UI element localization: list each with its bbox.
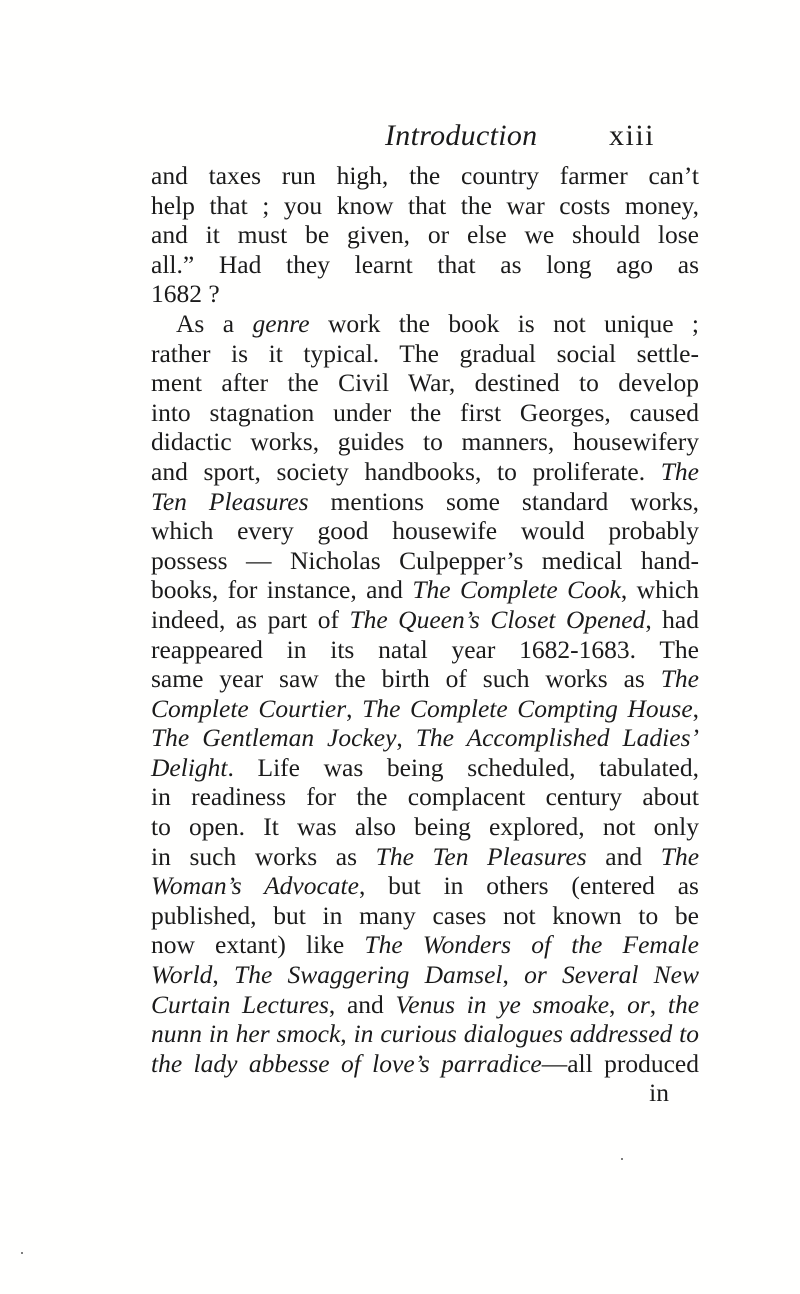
text-segment: rather is it typical. The gradual social settle- — [151, 338, 699, 368]
text-line — [151, 368, 699, 398]
text-segment: , — [609, 989, 628, 1019]
text-segment: same year saw the birth of such works as — [151, 664, 661, 694]
text-segment: now extant) like — [151, 930, 365, 960]
italic-text-segment: Curtain Lectures — [151, 989, 329, 1019]
text-line — [151, 871, 699, 901]
text-segment: mentions some standard works, — [308, 486, 699, 516]
text-line — [151, 457, 699, 487]
text-line — [151, 901, 699, 931]
italic-text-segment: in curious dialogues addressed to — [353, 1019, 700, 1049]
text-segment: , — [396, 723, 416, 753]
text-line — [151, 723, 699, 753]
italic-text-segment: The Complete Cook — [412, 575, 621, 605]
text-segment: . Life was being scheduled, tabulated, — [227, 752, 699, 782]
text-line — [151, 812, 699, 842]
page-number: xiii — [608, 119, 655, 152]
italic-text-segment: World — [151, 960, 213, 990]
text-segment: ment after the Civil War, destined to develop — [151, 368, 699, 398]
text-segment: and sport, society handbooks, to proliferate. — [151, 456, 661, 486]
text-segment: —all produced — [541, 1048, 699, 1078]
italic-text-segment: The — [660, 456, 699, 486]
text-segment: , — [340, 1019, 354, 1049]
text-segment: , — [692, 693, 700, 723]
text-segment: , which — [620, 575, 699, 605]
body-text — [151, 161, 699, 1108]
italic-text-segment: The Swaggering Damsel — [234, 960, 503, 990]
text-segment: As a — [176, 308, 253, 338]
text-segment: in readiness for the complacent century about — [151, 782, 699, 812]
italic-text-segment: or — [627, 989, 650, 1019]
italic-text-segment: The Complete Compting House — [362, 693, 693, 723]
running-title: Introduction — [385, 119, 538, 152]
text-segment: reappeared in its natal year 1682-1683. The — [151, 634, 699, 664]
italic-text-segment: Woman’s Advocate — [151, 871, 359, 901]
text-segment: 1682 ? — [151, 279, 220, 309]
text-segment: in — [649, 1078, 669, 1108]
text-line — [151, 487, 699, 517]
paper-speck — [21, 1252, 23, 1254]
italic-text-segment: The Accomplished Ladies’ — [415, 723, 699, 753]
text-segment: , — [649, 989, 668, 1019]
paper-speck — [621, 1158, 623, 1160]
text-line — [151, 339, 699, 369]
text-line — [151, 250, 699, 280]
text-segment: and — [586, 841, 661, 871]
text-line — [151, 605, 699, 635]
italic-text-segment: The Gentleman Jockey — [151, 723, 397, 753]
italic-text-segment: Ten Pleasures — [151, 486, 309, 516]
text-line — [151, 220, 699, 250]
text-line — [151, 1049, 699, 1079]
italic-text-segment: The Queen’s Closet Opened — [349, 604, 646, 634]
text-line — [151, 191, 699, 221]
text-segment: to open. It was also being explored, not only — [151, 812, 699, 842]
text-segment: , had — [645, 604, 699, 634]
text-line — [151, 1078, 699, 1108]
text-segment: and taxes run high, the country farmer can’t — [151, 161, 699, 190]
text-segment: , and — [328, 989, 396, 1019]
text-line — [151, 782, 699, 812]
italic-text-segment: Delight — [151, 752, 228, 782]
text-line — [151, 930, 699, 960]
text-line — [151, 309, 699, 339]
text-line — [151, 161, 699, 191]
text-line — [151, 279, 699, 309]
text-line — [151, 575, 699, 605]
text-segment: which every good housewife would probably — [151, 516, 699, 546]
italic-text-segment: Venus in ye smoake — [395, 989, 610, 1019]
italic-text-segment: The Wonders of the Female — [364, 930, 699, 960]
text-segment: , but in others (entered as — [358, 871, 699, 901]
italic-text-segment: The — [660, 664, 699, 694]
text-line — [151, 398, 699, 428]
text-segment: help that ; you know that the war costs money, — [151, 190, 699, 220]
text-line — [151, 694, 699, 724]
text-segment: books, for instance, and — [151, 575, 413, 605]
text-segment: possess — Nicholas Culpepper’s medical hand- — [151, 545, 699, 575]
text-segment: into stagnation under the first Georges, caused — [151, 397, 699, 427]
text-segment: , — [346, 693, 363, 723]
text-segment: indeed, as part of — [151, 604, 350, 634]
text-segment: , — [212, 960, 235, 990]
text-line — [151, 990, 699, 1020]
text-segment: and it must be given, or else we should lose — [151, 220, 699, 250]
text-line — [151, 546, 699, 576]
text-segment: work the book is not unique ; — [309, 308, 699, 338]
text-line — [151, 664, 699, 694]
italic-text-segment: The Ten Pleasures — [375, 841, 587, 871]
text-line — [151, 842, 699, 872]
italic-text-segment: the lady abbesse of love’s parradice — [151, 1048, 542, 1078]
italic-text-segment: genre — [252, 308, 310, 338]
italic-text-segment: or Several New — [524, 960, 700, 990]
text-line — [151, 427, 699, 457]
text-segment: published, but in many cases not known to be — [151, 900, 699, 930]
italic-text-segment: The — [660, 841, 700, 871]
text-segment: all.” Had they learnt that as long ago as — [151, 249, 699, 279]
text-line — [151, 753, 699, 783]
text-line — [151, 635, 699, 665]
text-segment: , — [502, 960, 525, 990]
text-line — [151, 960, 699, 990]
text-segment: didactic works, guides to manners, housewifery — [151, 427, 699, 457]
italic-text-segment: nunn in her smock — [151, 1019, 341, 1049]
text-line — [151, 516, 699, 546]
text-segment: in such works as — [151, 841, 376, 871]
text-line — [151, 1019, 699, 1049]
italic-text-segment: Complete Courtier — [151, 693, 347, 723]
italic-text-segment: the — [667, 989, 700, 1019]
